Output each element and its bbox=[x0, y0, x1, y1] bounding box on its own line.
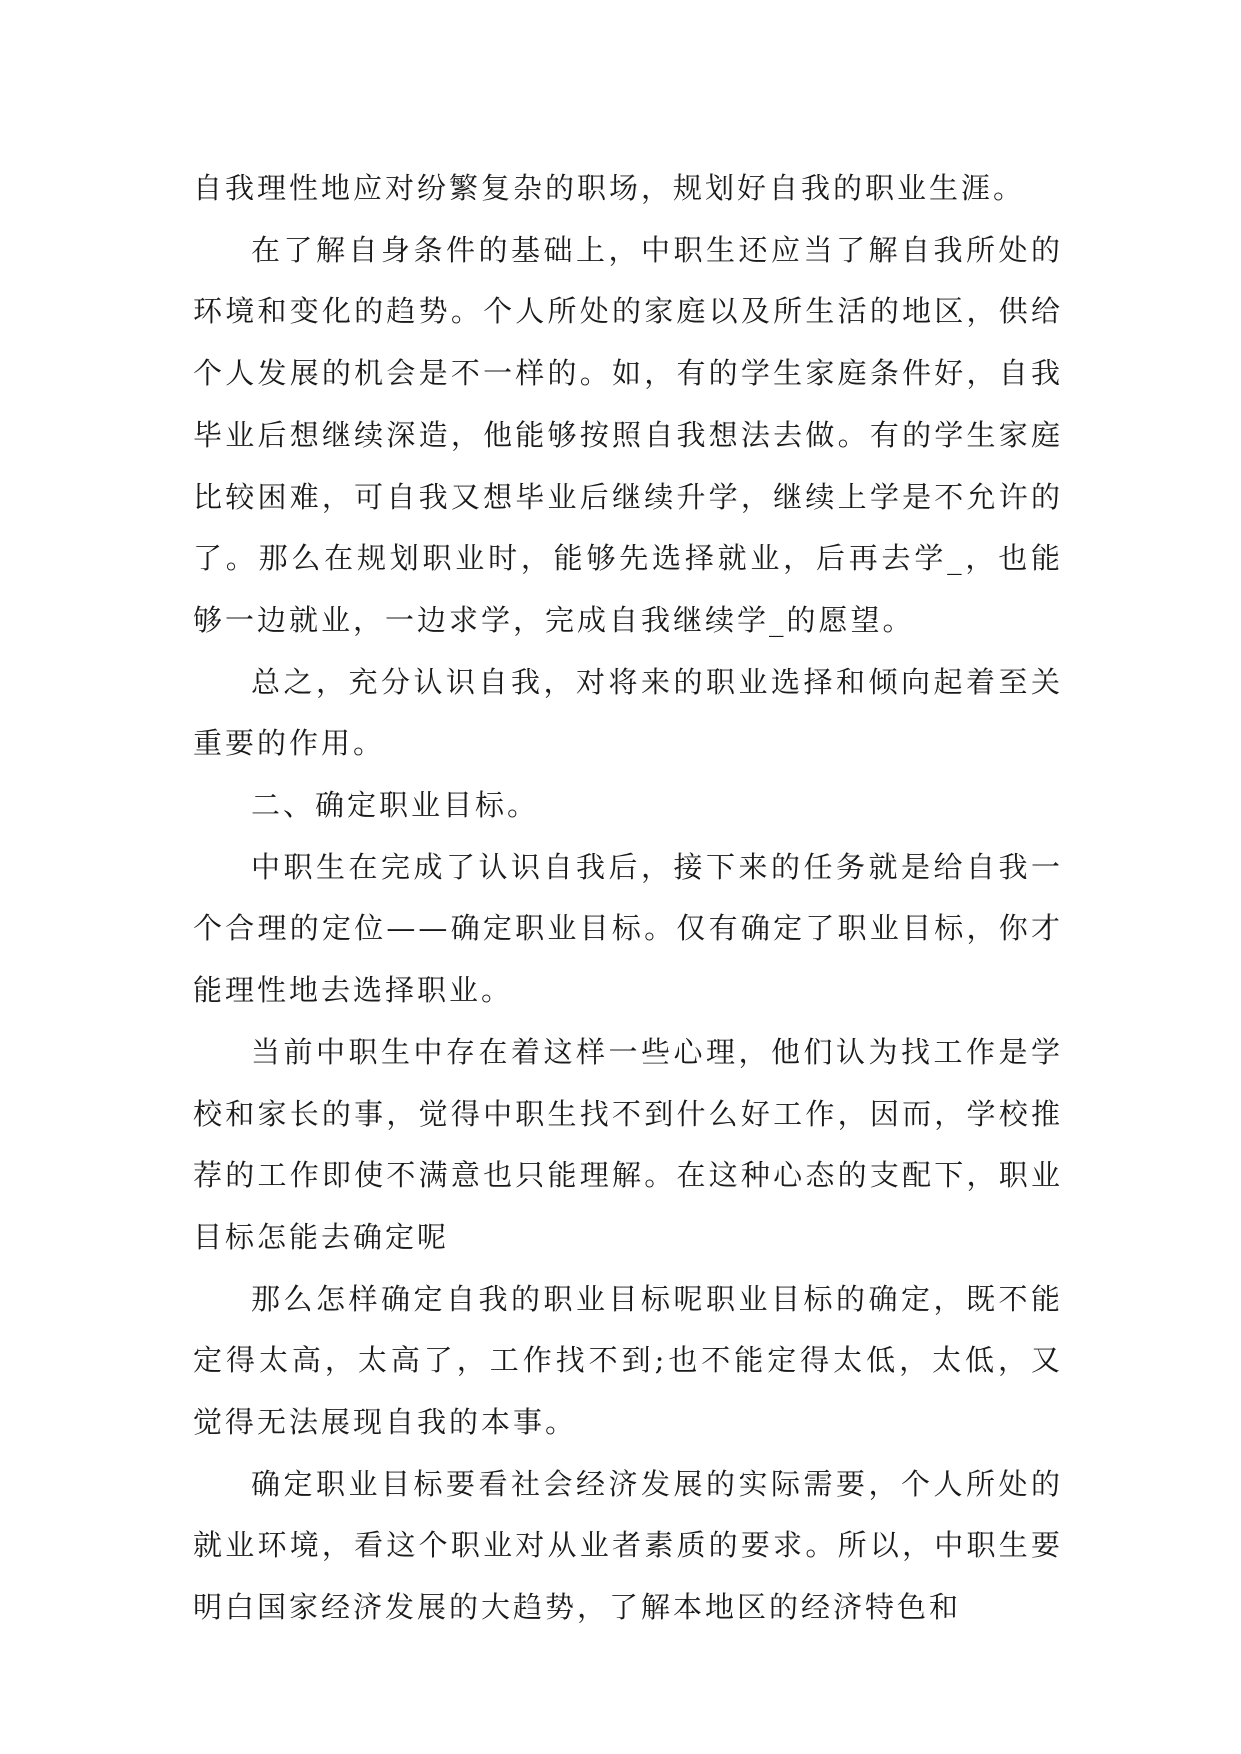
paragraph-3: 总之，充分认识自我，对将来的职业选择和倾向起着至关重要的作用。 bbox=[193, 664, 1063, 761]
paragraph-5: 当前中职生中存在着这样一些心理，他们认为找工作是学校和家长的事，觉得中职生找不到什么好工作，因而，学校推荐的工作即使不满意也只能理解。在这种心态的支配下，职业目标怎能去确定呢 bbox=[193, 1034, 1063, 1254]
body-text bbox=[193, 158, 1063, 1639]
paragraph-7: 确定职业目标要看社会经济发展的实际需要，个人所处的就业环境，看这个职业对从业者素质的要求。所以，中职生要明白国家经济发展的大趋势，了解本地区的经济特色和 bbox=[193, 1466, 1063, 1625]
paragraph-4: 中职生在完成了认识自我后，接下来的任务就是给自我一个合理的定位——确定职业目标。仅有确定了职业目标，你才能理性地去选择职业。 bbox=[193, 849, 1063, 1008]
paragraph-6: 那么怎样确定自我的职业目标呢职业目标的确定，既不能定得太高，太高了，工作找不到;也不能定得太低，太低，又觉得无法展现自我的本事。 bbox=[193, 1281, 1063, 1440]
section-heading: 二、确定职业目标。 bbox=[251, 788, 540, 823]
paragraph-2: 在了解自身条件的基础上，中职生还应当了解自我所处的环境和变化的趋势。个人所处的家庭以及所生活的地区，供给个人发展的机会是不一样的。如，有的学生家庭条件好，自我毕业后想继续深造，他能够按照自我想法去做。有的学生家庭比较困难，可自我又想毕业后继续升学，继续上学是不允许的了。那么在规划职业时，能够先选择就业，后再去学_，也能够一边就业，一边求学，完成自我继续学_的愿望。 bbox=[193, 232, 1063, 637]
paragraph-1: 自我理性地应对纷繁复杂的职场，规划好自我的职业生涯。 bbox=[193, 171, 1026, 205]
